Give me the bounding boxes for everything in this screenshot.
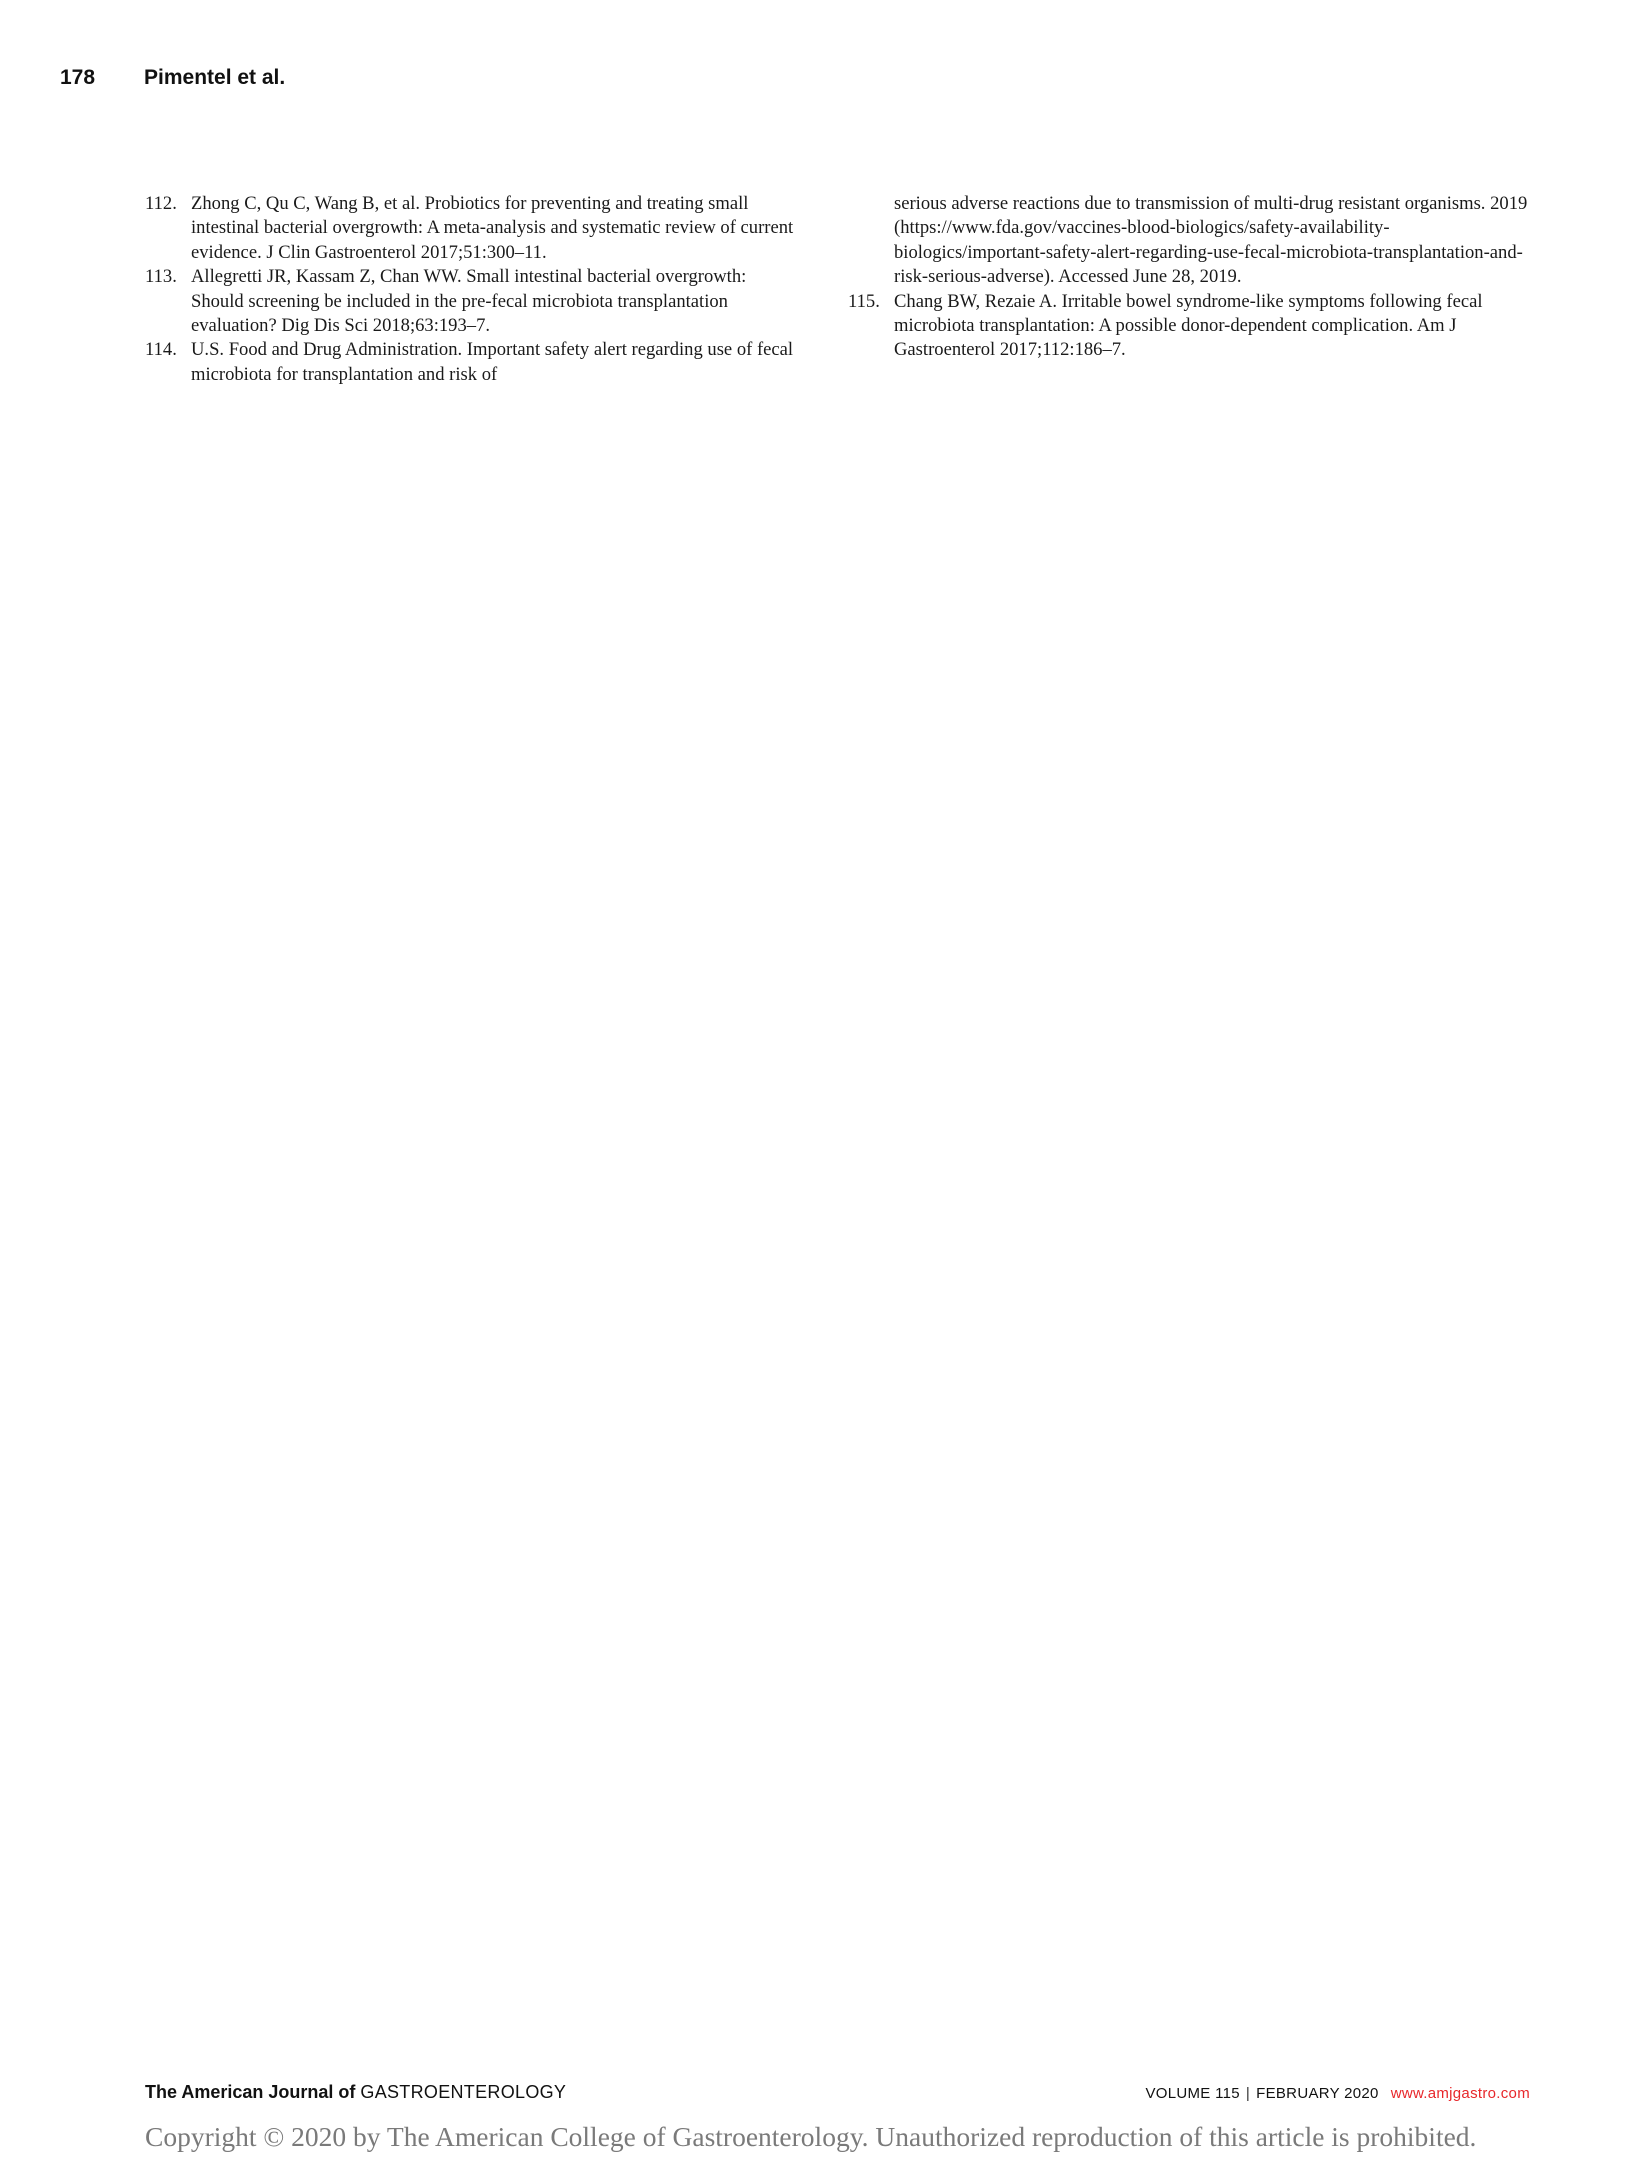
- journal-url-link[interactable]: www.amjgastro.com: [1390, 2085, 1530, 2102]
- references-right-column: [848, 192, 1528, 363]
- reference-item: [145, 192, 795, 265]
- reference-text: Chang BW, Rezaie A. Irritable bowel syndrome-like symptoms following fecal microbiota transplantation: A possible donor-dependent complication. Am J Gastroenterol 2017;112:186–7.: [894, 290, 1483, 361]
- issue-info: [1145, 2085, 1530, 2102]
- reference-item: [145, 265, 795, 338]
- reference-text: U.S. Food and Drug Administration. Important safety alert regarding use of fecal microbiota for transplantation and risk of: [191, 339, 794, 385]
- separator: |: [1245, 2085, 1251, 2102]
- reference-number: 115.: [848, 290, 880, 312]
- volume-label: VOLUME 115: [1145, 2085, 1240, 2102]
- reference-item: [145, 338, 795, 387]
- journal-name: GASTROENTEROLOGY: [360, 2082, 567, 2102]
- reference-text: Allegretti JR, Kassam Z, Chan WW. Small intestinal bacterial overgrowth: Should screening be included in the pre-fecal microbiota transplantation evaluation? Dig Dis Sci 2018;63:193–7.: [191, 266, 747, 337]
- running-authors: Pimentel et al.: [144, 66, 286, 89]
- reference-number: 113.: [145, 266, 177, 288]
- issue-date: FEBRUARY 2020: [1256, 2085, 1379, 2102]
- reference-continuation: serious adverse reactions due to transmission of multi-drug resistant organisms. 2019 (https://www.fda.gov/vaccines-blood-biologics/safety-availability-biologics/important-safety-alert-regarding-use-fecal-microbiota-transplantation-and-risk-serious-adverse). Accessed June 28, 2019.: [894, 193, 1528, 288]
- reference-text: Zhong C, Qu C, Wang B, et al. Probiotics for preventing and treating small intestinal bacterial overgrowth: A meta-analysis and systematic review of current evidence. J Clin Gastroenterol 2017;51:300–11.: [191, 193, 794, 263]
- page-number: 178: [60, 66, 96, 89]
- references-left-column: [145, 192, 795, 387]
- running-header: [60, 66, 285, 90]
- reference-number: 112.: [145, 193, 177, 214]
- copyright-notice: Copyright © 2020 by The American College of Gastroenterology. Unauthorized reproduction of this article is prohibited.: [145, 2121, 1477, 2152]
- reference-number: 114.: [145, 339, 177, 361]
- reference-item: [848, 290, 1528, 363]
- journal-footer: [145, 2082, 566, 2103]
- journal-prefix: The American Journal of: [145, 2082, 356, 2102]
